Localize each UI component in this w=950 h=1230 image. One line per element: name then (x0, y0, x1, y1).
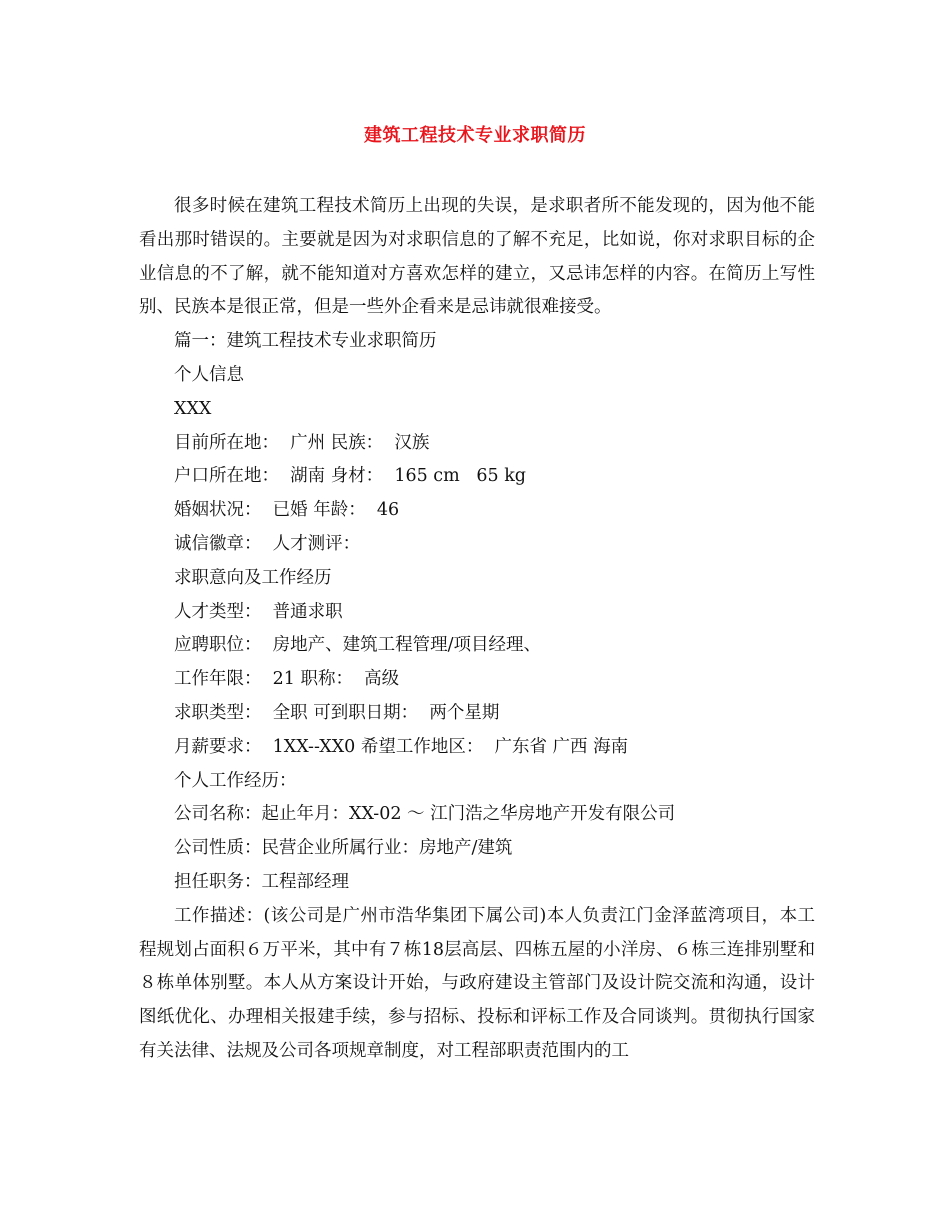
work-description-paragraph: 工作描述：(该公司是广州市浩华集团下属公司)本人负责江门金泽蓝湾项目，本工程规划占面积６万平米，其中有７栋18层高层、四栋五屋的小洋房、６栋三连排别墅和８栋单体别墅。本人从方案设计开始，与政府建设主管部门及设计院交流和沟通，设计图纸优化、办理相关报建手续，参与招标、投标和评标工作及合同谈判。贯彻执行国家有关法律、法规及公司各项规章制度，对工程部职责范围内的工 (139, 905, 815, 1061)
info-company-name: 公司名称：起止年月：XX-02 ～ 江门浩之华房地产开发有限公司 (174, 804, 676, 825)
section-heading-chapter-one: 篇一：建筑工程技术专业求职简历 (174, 331, 437, 352)
info-credit-badge: 诚信徽章： 人才测评： (174, 533, 361, 554)
intro-paragraph: 很多时候在建筑工程技术简历上出现的失误，是求职者所不能发现的，因为他不能看出那时错误的。主要就是因为对求职信息的了解不充足，比如说，你对求职目标的企业信息的不了解，就不能知道对方喜欢怎样的建立，又忌讳怎样的内容。在简历上写性别、民族本是很正常，但是一些外企看来是忌讳就很难接受。 (139, 196, 815, 318)
applicant-name: XXX (174, 398, 212, 419)
document-body (139, 190, 815, 1069)
info-marital-status: 婚姻状况： 已婚 年龄： 46 (174, 500, 400, 521)
info-current-location: 目前所在地： 广州 民族： 汉族 (174, 432, 430, 453)
info-job-type: 求职类型： 全职 可到职日期： 两个星期 (174, 702, 500, 723)
info-salary-requirement: 月薪要求： 1XX--XX0 希望工作地区： 广东省 广西 海南 (174, 736, 629, 757)
info-household-registration: 户口所在地： 湖南 身材： 165 cm 65 kg (174, 466, 526, 487)
info-work-years: 工作年限： 21 职称： 高级 (174, 669, 400, 690)
info-applied-position: 应聘职位： 房地产、建筑工程管理/项目经理、 (174, 635, 542, 656)
section-heading-personal-info: 个人信息 (174, 364, 244, 385)
info-position-held: 担任职务：工程部经理 (174, 871, 349, 892)
section-heading-job-intention: 求职意向及工作经历 (174, 567, 332, 588)
info-talent-type: 人才类型： 普通求职 (174, 601, 343, 622)
section-heading-work-experience: 个人工作经历： (174, 770, 297, 791)
document-title: 建筑工程技术专业求职简历 (364, 125, 586, 146)
info-company-nature: 公司性质：民营企业所属行业：房地产/建筑 (174, 838, 513, 859)
